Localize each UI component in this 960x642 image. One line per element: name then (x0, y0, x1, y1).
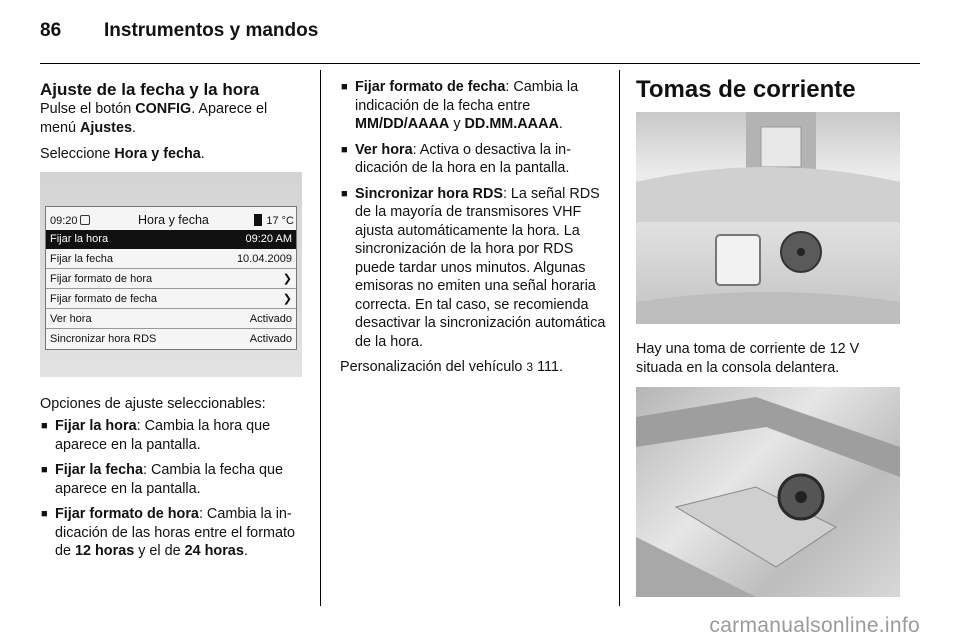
list-item (340, 141, 606, 178)
settings-menu-ref: Ajustes (80, 119, 132, 136)
option-text: . (558, 116, 563, 132)
row-label: Fijar la hora (50, 232, 109, 245)
option-term: Fijar la fecha (55, 462, 143, 478)
paragraph-select (40, 145, 302, 164)
option-text: y el de (134, 543, 185, 559)
row-label: Sincronizar hora RDS (50, 332, 157, 345)
screen-row-time-format (46, 270, 296, 289)
screen-time: 09:20 (50, 214, 78, 227)
option-bold: 12 horas (75, 543, 135, 559)
console-photo-drawing (636, 112, 900, 324)
phone-icon (254, 214, 262, 226)
text-span: Pulse el botón (40, 101, 136, 117)
section-heading-power-outlets: Tomas de corriente (636, 76, 856, 103)
text-span: . Aparece el menú (40, 101, 268, 136)
option-text: : Cambia la indicación de las horas entre el formato de (55, 506, 295, 559)
temperature-value: 17 °C (266, 214, 294, 227)
option-text: y (449, 116, 465, 132)
date-time-menu-ref: Hora y fecha (114, 146, 201, 162)
cross-reference[interactable] (340, 358, 606, 377)
console-photo (636, 112, 900, 324)
section-heading-date-time: Ajuste de la fecha y la hora (40, 80, 260, 99)
text-span: . (200, 146, 205, 162)
screen-row-set-date (46, 250, 296, 269)
screen-row-show-time (46, 310, 296, 329)
option-bold: 24 horas (184, 543, 244, 559)
screen-status-bar (46, 210, 296, 227)
text-span: . (131, 119, 136, 136)
option-text: . (243, 543, 248, 559)
row-label: Fijar formato de fecha (50, 292, 157, 305)
option-text: : La señal RDS de la mayoría de transmisores VHF ajusta automáticamente la hora. La sincronización de la hora por RDS puede tardar unos minutos. Algunas emisoras no emiten una señal horaria correcta. En tal caso, se recomienda desactivar la sincronización automática de la hora. (355, 185, 606, 350)
option-term: Fijar formato de hora (55, 506, 199, 522)
screen-title: Hora y fecha (138, 212, 209, 227)
row-value: Activado (249, 332, 292, 345)
row-label: Fijar la fecha (50, 252, 113, 265)
column-1 (40, 78, 302, 568)
page-number: 86 (40, 20, 62, 41)
column-2 (340, 78, 606, 385)
column-divider-2 (619, 70, 620, 606)
outlet-closeup-drawing (636, 387, 900, 597)
screen-clock (50, 212, 90, 231)
crossref-page: 111. (533, 359, 563, 375)
display-screen-illustration (40, 172, 302, 377)
paragraph-config (40, 100, 302, 137)
screen-row-set-time (46, 230, 296, 249)
option-text: : Activa o desactiva la indicación de la hora en la pantalla. (355, 141, 571, 176)
arrow-ref-icon: 3 (526, 360, 534, 374)
outlet-closeup-photo (636, 387, 900, 597)
row-value: Activado (249, 312, 292, 325)
page-header (40, 20, 318, 42)
watermark-url: carmanualsonline.info (709, 614, 920, 637)
text-span: Seleccione (40, 146, 115, 162)
option-text: : Cambia la hora que aparece en la pantalla. (55, 418, 271, 453)
chapter-title: Instrumentos y mandos (104, 20, 319, 41)
list-item (340, 78, 606, 134)
options-list-cont (340, 78, 606, 351)
config-button-ref: CONFIG (135, 101, 192, 117)
option-term: Fijar formato de fecha (355, 79, 506, 95)
clock-icon (80, 215, 90, 225)
power-outlet-caption: Hay una toma de corriente de 12 V situada en la consola delantera. (636, 341, 860, 376)
options-list (40, 417, 302, 561)
options-intro: Opciones de ajuste seleccionables: (40, 395, 266, 412)
screen-temperature (254, 212, 294, 231)
screen-row-rds-sync (46, 330, 296, 349)
chevron-right-icon: ❯ (282, 292, 292, 305)
option-bold: MM/DD/AAAA (355, 116, 450, 132)
option-text: : Cambia la fecha que aparece en la pantalla. (55, 462, 283, 497)
header-rule (40, 63, 920, 64)
list-item (40, 417, 302, 454)
option-term: Sincronizar hora RDS (355, 185, 503, 202)
crossref-text: Personalización del vehículo (340, 359, 527, 375)
list-item (40, 461, 302, 498)
list-item (340, 185, 606, 352)
option-term: Fijar la hora (55, 418, 137, 434)
option-term: Ver hora (355, 141, 413, 158)
row-label: Ver hora (50, 312, 92, 325)
list-item (40, 505, 302, 561)
option-bold: DD.MM.AAAA (464, 116, 559, 132)
row-value: 10.04.2009 (236, 252, 292, 265)
column-divider-1 (320, 70, 321, 606)
row-value: 09:20 AM (245, 232, 292, 245)
column-3 (636, 76, 900, 597)
row-label: Fijar formato de hora (50, 272, 153, 285)
screen-row-date-format (46, 290, 296, 309)
option-text: : Cambia la indicación de la fecha entre (355, 79, 579, 114)
chevron-right-icon: ❯ (282, 272, 292, 285)
